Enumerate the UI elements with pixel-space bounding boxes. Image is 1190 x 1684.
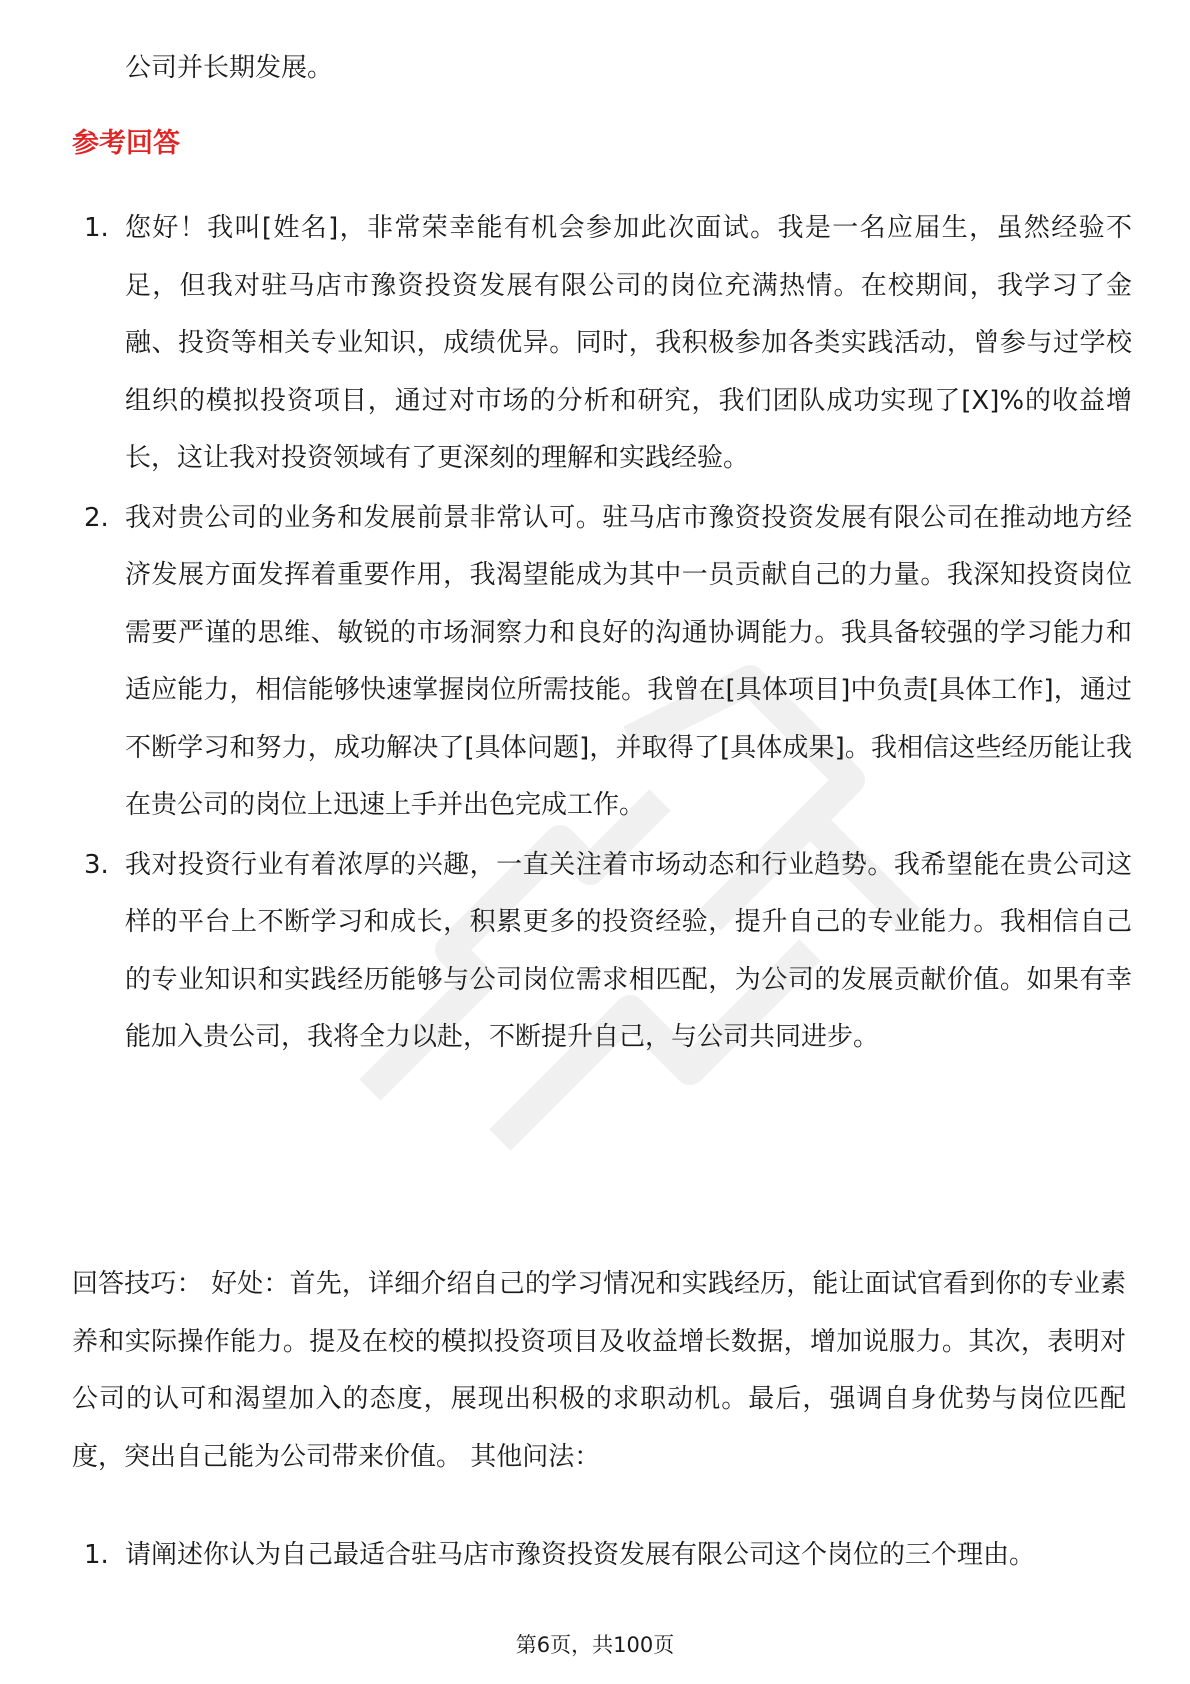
section-title: 参考回答 xyxy=(72,128,180,159)
list-item-text: 您好！我叫[姓名]，非常荣幸能有机会参加此次面试。我是一名应届生，虽然经验不足，但我对驻马店市豫资投资发展有限公司的岗位充满热情。在校期间，我学习了金融、投资等相关专业知识，成绩优异。同时，我积极参加各类实践活动，曾参与过学校组织的模拟投资项目，通过对市场的分析和研究，我们团队成功实现了[X]%的收益增长，这让我对投资领域有了更深刻的理解和实践经验。 xyxy=(125,213,1132,473)
list-number: 1. xyxy=(84,213,109,243)
list-item xyxy=(72,200,1132,488)
list-item xyxy=(72,1527,1072,1585)
list-number: 3. xyxy=(84,849,109,880)
answer-list xyxy=(72,200,1132,1069)
list-item-text: 请阐述你认为自己最适合驻马店市豫资投资发展有限公司这个岗位的三个理由。 xyxy=(125,1540,1036,1570)
list-item xyxy=(72,490,1132,835)
answer-tips: 回答技巧： 好处：首先，详细介绍自己的学习情况和实践经历，能让面试官看到你的专业素养和实际操作能力。提及在校的模拟投资项目及收益增长数据，增加说服力。其次，表明对公司的认可和渴望加入的态度，展现出积极的求职动机。最后，强调自身优势与岗位匹配度，突出自己能为公司带来价值。 其他问法： xyxy=(72,1269,1126,1472)
list-number: 1. xyxy=(84,1540,109,1570)
page-footer: 第6页，共100页 xyxy=(515,1633,675,1657)
list-item xyxy=(72,837,1132,1067)
other-questions-list xyxy=(72,1527,1072,1585)
continuation-text: 公司并长期发展。 xyxy=(125,53,334,83)
list-item-text: 我对投资行业有着浓厚的兴趣，一直关注着市场动态和行业趋势。我希望能在贵公司这样的平台上不断学习和成长，积累更多的投资经验，提升自己的专业能力。我相信自己的专业知识和实践经历能够与公司岗位需求相匹配，为公司的发展贡献价值。如果有幸能加入贵公司，我将全力以赴，不断提升自己，与公司共同进步。 xyxy=(125,849,1132,1052)
list-number: 2. xyxy=(84,502,109,533)
list-item-text: 我对贵公司的业务和发展前景非常认可。驻马店市豫资投资发展有限公司在推动地方经济发展方面发挥着重要作用，我渴望能成为其中一员贡献自己的力量。我深知投资岗位需要严谨的思维、敏锐的市场洞察力和良好的沟通协调能力。我具备较强的学习能力和适应能力，相信能够快速掌握岗位所需技能。我曾在[具体项目]中负责[具体工作]，通过不断学习和努力，成功解决了[具体问题]，并取得了[具体成果]。我相信这些经历能让我在贵公司的岗位上迅速上手并出色完成工作。 xyxy=(125,502,1132,820)
